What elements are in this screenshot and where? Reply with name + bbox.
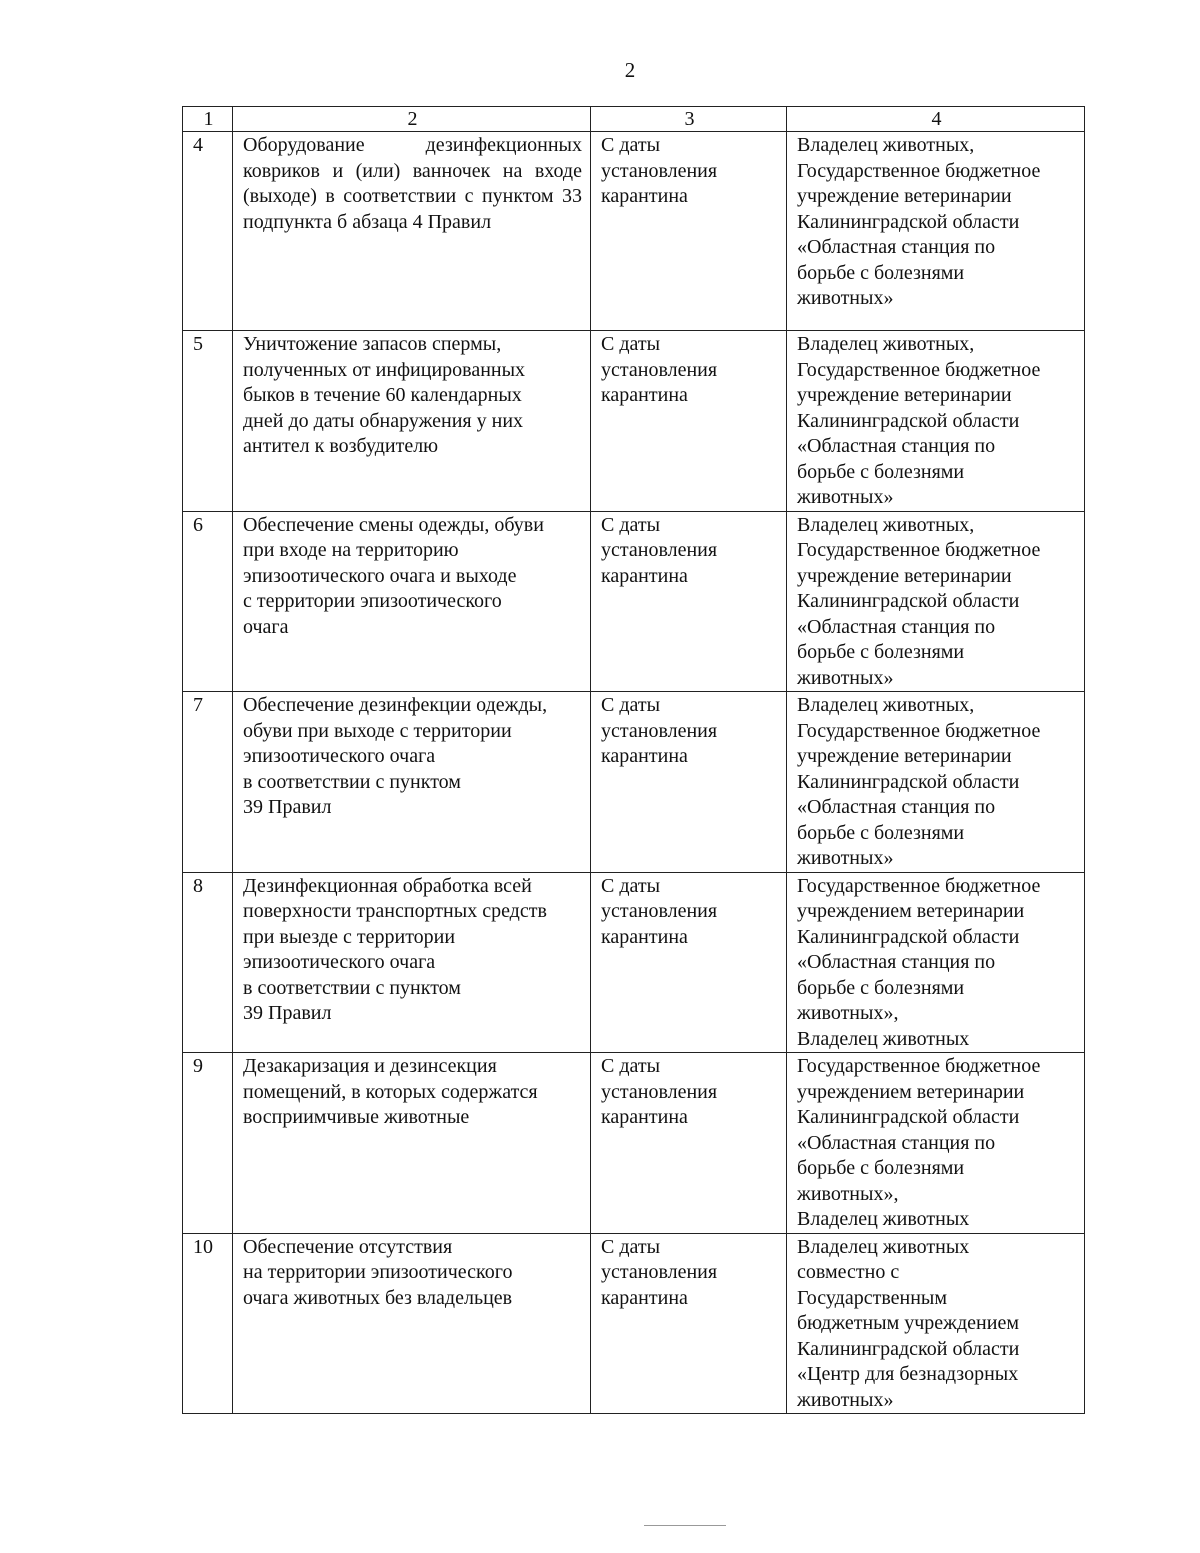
table-row	[183, 692, 1085, 873]
row-number: 8	[183, 872, 233, 1053]
table-row	[183, 511, 1085, 692]
term-cell: С даты установления карантина	[591, 511, 787, 692]
column-header-4: 4	[787, 107, 1085, 132]
responsible-cell: Владелец животных, Государственное бюджетное учреждение ветеринарии Калининградской области «Областная станция по борьбе с болезнями животных»	[787, 511, 1085, 692]
row-number: 6	[183, 511, 233, 692]
responsible-cell: Владелец животных совместно с Государственным бюджетным учреждением Калининградской области «Центр для безнадзорных животных»	[787, 1233, 1085, 1414]
term-cell: С даты установления карантина	[591, 872, 787, 1053]
column-header-2: 2	[233, 107, 591, 132]
measure-cell: Обеспечение дезинфекции одежды, обуви при выходе с территории эпизоотического очага в соответствии с пунктом 39 Правил	[233, 692, 591, 873]
table-header-row	[183, 107, 1085, 132]
term-cell: С даты установления карантина	[591, 1233, 787, 1414]
table-row	[183, 132, 1085, 331]
responsible-cell: Владелец животных, Государственное бюджетное учреждение ветеринарии Калининградской области «Областная станция по борьбе с болезнями животных»	[787, 132, 1085, 331]
column-header-1: 1	[183, 107, 233, 132]
measure-cell: Обеспечение смены одежды, обуви при входе на территорию эпизоотического очага и выходе с территории эпизоотического очага	[233, 511, 591, 692]
measure-cell: Оборудование дезинфекционных ковриков и (или) ванночек на входе (выходе) в соответствии с пунктом 33 подпункта б абзаца 4 Правил	[233, 132, 591, 331]
row-number: 5	[183, 331, 233, 512]
measure-cell: Дезинфекционная обработка всей поверхности транспортных средств при выезде с территории эпизоотического очага в соответствии с пунктом 39 Правил	[233, 872, 591, 1053]
term-cell: С даты установления карантина	[591, 692, 787, 873]
measure-cell: Уничтожение запасов спермы, полученных от инфицированных быков в течение 60 календарных дней до даты обнаружения у них антител к возбудителю	[233, 331, 591, 512]
term-cell: С даты установления карантина	[591, 1053, 787, 1234]
row-number: 7	[183, 692, 233, 873]
table-row	[183, 1053, 1085, 1234]
responsible-cell: Государственное бюджетное учреждением ветеринарии Калининградской области «Областная станция по борьбе с болезнями животных», Владелец животных	[787, 872, 1085, 1053]
term-cell: С даты установления карантина	[591, 132, 787, 331]
table-row	[183, 872, 1085, 1053]
row-number: 4	[183, 132, 233, 331]
measure-cell: Обеспечение отсутствия на территории эпизоотического очага животных без владельцев	[233, 1233, 591, 1414]
measures-table	[182, 106, 1085, 1414]
responsible-cell: Владелец животных, Государственное бюджетное учреждение ветеринарии Калининградской области «Областная станция по борьбе с болезнями животных»	[787, 331, 1085, 512]
responsible-cell: Владелец животных, Государственное бюджетное учреждение ветеринарии Калининградской области «Областная станция по борьбе с болезнями животных»	[787, 692, 1085, 873]
column-header-3: 3	[591, 107, 787, 132]
scan-artifact-line	[644, 1525, 726, 1526]
row-number: 10	[183, 1233, 233, 1414]
measure-cell: Дезакаризация и дезинсекция помещений, в которых содержатся восприимчивые животные	[233, 1053, 591, 1234]
table-row	[183, 1233, 1085, 1414]
page-number: 2	[624, 58, 636, 82]
table-row	[183, 331, 1085, 512]
responsible-cell: Государственное бюджетное учреждением ветеринарии Калининградской области «Областная станция по борьбе с болезнями животных», Владелец животных	[787, 1053, 1085, 1234]
term-cell: С даты установления карантина	[591, 331, 787, 512]
row-number: 9	[183, 1053, 233, 1234]
